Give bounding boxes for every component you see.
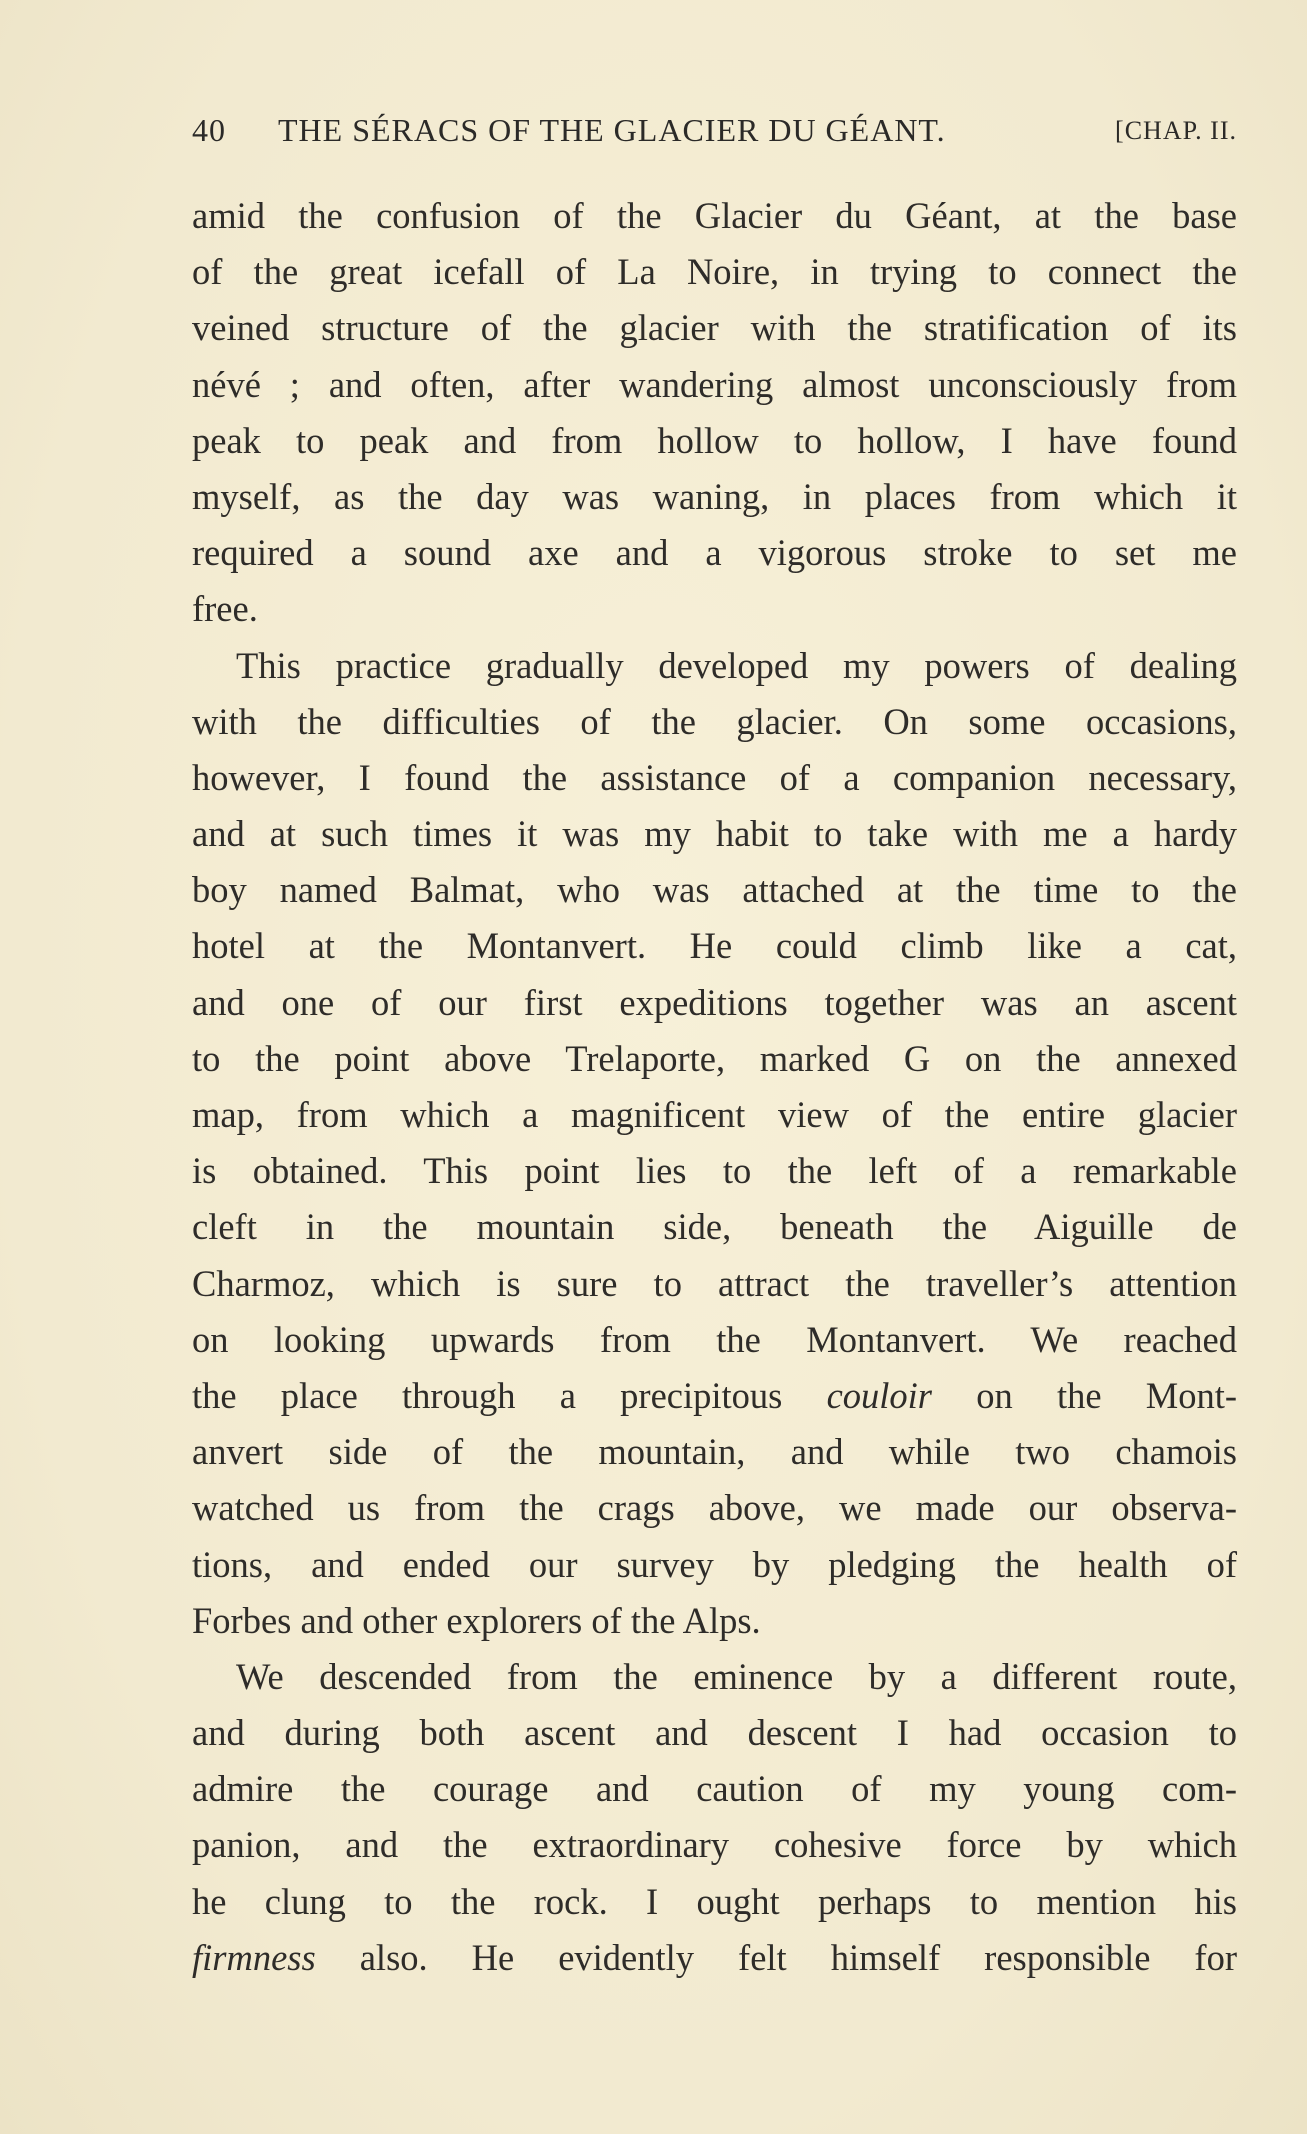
page-number: 40 [192,112,226,148]
text-line: anvert side of the mountain, and while two chamois [192,1431,1237,1473]
text-line: cleft in the mountain side, beneath the Aiguille de [192,1206,1237,1248]
text-line: and at such times it was my habit to take with me a hardy [192,813,1237,855]
text-line-with-italic [192,1930,1237,1986]
text-line: hotel at the Montanvert. He could climb like a cat, [192,925,1237,967]
text-line: This practice gradually developed my powers of dealing [236,644,1237,686]
text-line: boy named Balmat, who was attached at the time to the [192,869,1237,911]
running-header [192,112,1237,156]
text-line: Charmoz, which is sure to attract the traveller’s attention [192,1262,1237,1304]
text-line: is obtained. This point lies to the left of a remarkable [192,1150,1237,1192]
running-title: THE SÉRACS OF THE GLACIER DU GÉANT. [278,112,946,148]
text-line-with-italic [192,1368,1237,1424]
text-line: We descended from the eminence by a different route, [236,1655,1237,1697]
text-line: and one of our first expeditions together was an ascent [192,981,1237,1023]
text-line: peak to peak and from hollow to hollow, I have found [192,419,1237,461]
text-line: with the difficulties of the glacier. On some occasions, [192,700,1237,742]
paragraph-3 [192,1649,1237,1986]
text-line: map, from which a magnificent view of the entire glacier [192,1094,1237,1135]
body-text [192,188,1237,1986]
text-line: névé ; and often, after wandering almost unconsciously from [192,363,1237,405]
text-line: panion, and the extraordinary cohesive force by which [192,1824,1237,1866]
paragraph-1 [192,188,1237,638]
text-segment: the place through a precipitous [192,1374,827,1416]
paragraph-2 [192,638,1237,1649]
text-line: and during both ascent and descent I had occasion to [192,1712,1237,1754]
italic-word-firmness: firmness [192,1936,316,1978]
text-line: myself, as the day was waning, in places from which it [192,475,1237,517]
text-line: tions, and ended our survey by pledging the health of [192,1543,1237,1585]
text-line: free. [192,588,258,630]
text-line: on looking upwards from the Montanvert. We reached [192,1318,1237,1360]
italic-word-couloir: couloir [826,1374,933,1416]
text-segment: on the Mont- [932,1374,1237,1416]
chapter-reference: [CHAP. II. [1115,116,1237,145]
text-line: he clung to the rock. I ought perhaps to mention his [192,1880,1237,1922]
text-line: Forbes and other explorers of the Alps. [192,1599,761,1641]
text-segment: also. He evidently felt himself responsible for [315,1936,1237,1978]
text-line: amid the confusion of the Glacier du Géant, at the base [192,195,1237,236]
text-line: of the great icefall of La Noire, in trying to connect the [192,251,1237,293]
text-line: however, I found the assistance of a companion necessary, [192,756,1237,798]
text-line: to the point above Trelaporte, marked G on the annexed [192,1037,1237,1079]
text-line: veined structure of the glacier with the stratification of its [192,307,1237,349]
text-line: watched us from the crags above, we made our observa- [192,1487,1237,1529]
text-line: admire the courage and caution of my young com- [192,1768,1237,1810]
text-line: required a sound axe and a vigorous stroke to set me [192,532,1237,574]
